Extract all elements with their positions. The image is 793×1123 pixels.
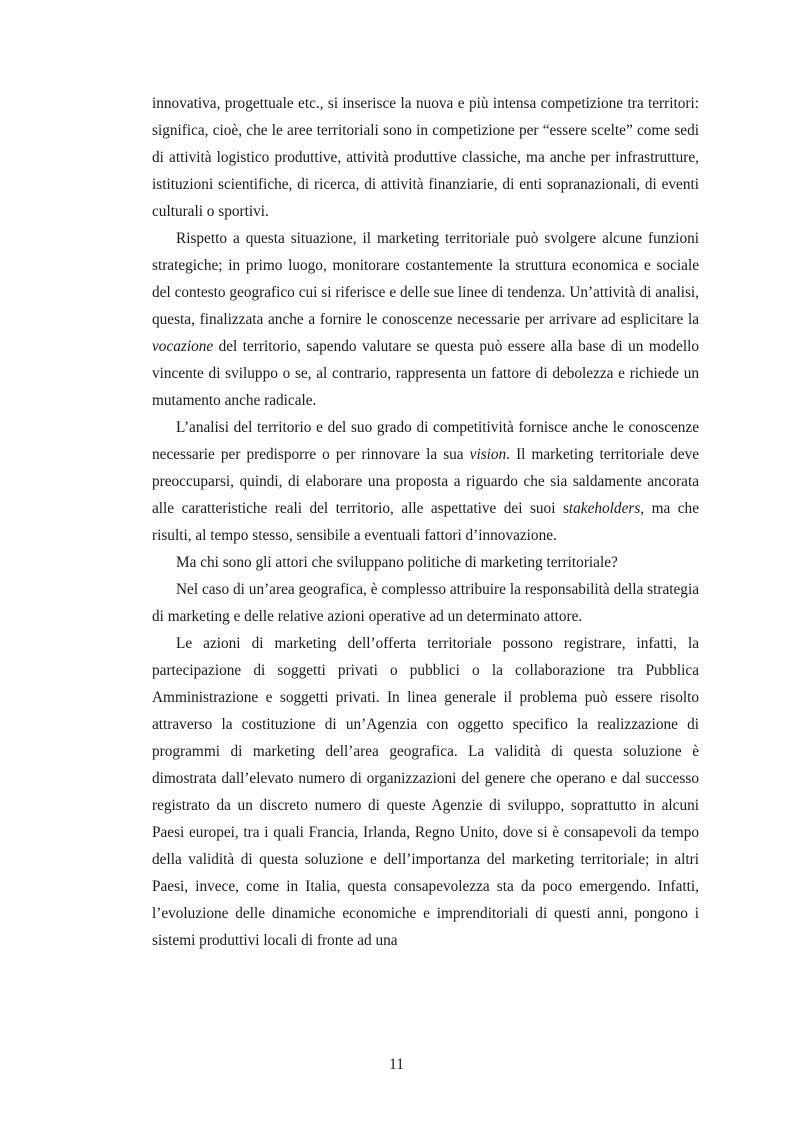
paragraph-text: L’analisi del territorio e del suo grado di competitività fornisce anche le conoscenze necessarie per predisporre o per rinnovare la sua <box>152 419 699 463</box>
paragraph-text: . Il marketing territoriale deve preoccuparsi, quindi, di elaborare una proposta a riguardo che sia saldamente ancorata alle caratteristiche reali del territorio, alle aspettative dei suoi s <box>152 446 700 517</box>
paragraph-agencies: Le azioni di marketing dell’offerta territoriale possono registrare, infatti, la partecipazione di soggetti privati o pubblici o la collaborazione tra Pubblica Amministrazione e soggetti privati. In linea generale il problema può essere risolto attraverso la costituzione di un’Agenzia con oggetto specifico la realizzazione di programmi di marketing dell’area geografica. La validità di questa soluzione è dimostrata dall’elevato numero di organizzazioni del genere che operano e dal successo registrato da un discreto numero di queste Agenzie di sviluppo, soprattutto in alcuni Paesi europei, tra i quali Francia, Irlanda, Regno Unito, dove si è consapevoli da tempo della validità di questa soluzione e dell’importanza del marketing territoriale; in altri Paesi, invece, come in Italia, questa consapevolezza sta da poco emergendo. Infatti, l’evoluzione delle dinamiche economiche e imprenditoriali di questi anni, pongono i sistemi produttivi locali di fronte ad una <box>152 635 699 949</box>
paragraph-role-of-territorial-marketing <box>152 225 699 414</box>
paragraph-text: del territorio, sapendo valutare se questa può essere alla base di un modello vincente di sviluppo o se, al contrario, rappresenta un fattore di debolezza e richiede un mutamento anche radicale. <box>152 338 699 409</box>
paragraph-question: Ma chi sono gli attori che sviluppano politiche di marketing territoriale? <box>176 554 618 571</box>
emphasized-term-vision: vision <box>469 446 507 463</box>
emphasized-term-stakeholders: takeholders <box>568 500 641 517</box>
body-text <box>152 90 699 954</box>
paragraph-responsibility: Nel caso di un’area geografica, è complesso attribuire la responsabilità della strategia di marketing e delle relative azioni operative ad un determinato attore. <box>152 581 699 625</box>
paragraph-text: Rispetto a questa situazione, il marketing territoriale può svolgere alcune funzioni strategiche; in primo luogo, monitorare costantemente la struttura economica e sociale del contesto geografico cui si riferisce e delle sue linee di tendenza. Un’attività di analisi, questa, finalizzata anche a fornire le conoscenze necessarie per arrivare ad esplicitare la <box>152 230 699 328</box>
paragraph-territory-analysis <box>152 414 699 549</box>
page-number: 11 <box>389 1056 404 1073</box>
emphasized-term-vocazione: vocazione <box>152 338 214 355</box>
paragraph-continued: innovativa, progettuale etc., si inserisce la nuova e più intensa competizione tra territori: significa, cioè, che le aree territoriali sono in competizione per “essere scelte” come sedi di attività logistico produttive, attività produttive classiche, ma anche per infrastrutture, istituzioni scientifiche, di ricerca, di attività finanziarie, di enti sopranazionali, di eventi culturali o sportivi. <box>152 95 699 220</box>
paragraph-text: , ma che risulti, al tempo stesso, sensibile a eventuali fattori d’innovazione. <box>152 500 699 544</box>
